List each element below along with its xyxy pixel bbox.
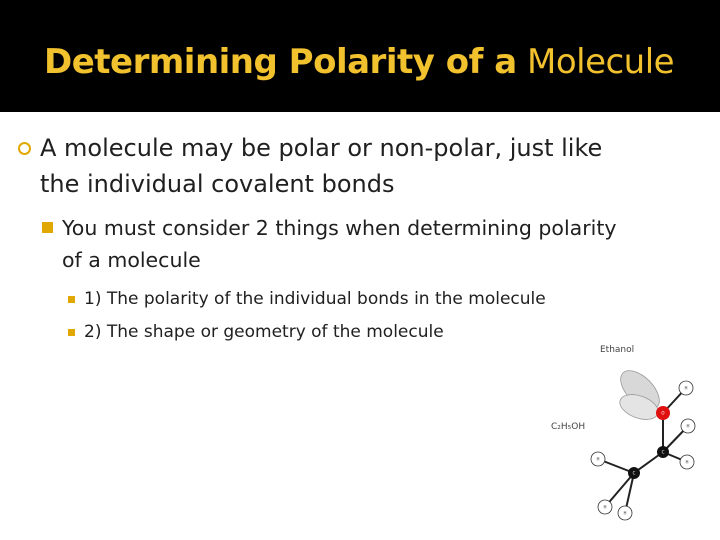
svg-text:H: H (686, 423, 690, 429)
title-bar (0, 0, 720, 112)
bullet-level1 (40, 130, 640, 202)
svg-text:C: C (632, 470, 636, 476)
bullet-level2-text: You must consider 2 things when determining polarity of a molecule (62, 216, 617, 272)
small-square-bullet-icon (68, 329, 75, 336)
svg-text:H: H (623, 510, 627, 516)
slide-title (44, 40, 674, 84)
slide-title-bold: Determining Polarity of a (44, 42, 517, 82)
ethanol-molecule-diagram (545, 330, 720, 540)
svg-text:C: C (661, 449, 665, 455)
molecule-formula: C₂H₅OH (551, 422, 586, 432)
small-square-bullet-icon (68, 296, 75, 303)
bullet-level1-text: A molecule may be polar or non-polar, just like the individual covalent bonds (40, 134, 603, 198)
svg-text:H: H (684, 385, 688, 391)
sub-bullet-shape (84, 320, 444, 344)
bullet-level2 (62, 212, 622, 276)
sub-bullet-text: 2) The shape or geometry of the molecule (84, 322, 444, 342)
svg-text:H: H (603, 504, 607, 510)
sub-bullet-bond-polarity (84, 287, 546, 311)
circle-bullet-icon (18, 142, 31, 155)
svg-text:O: O (661, 410, 665, 416)
svg-text:H: H (596, 456, 600, 462)
svg-text:H: H (685, 459, 689, 465)
sub-bullet-text: 1) The polarity of the individual bonds in the molecule (84, 289, 546, 309)
square-bullet-icon (42, 222, 53, 233)
slide-title-rest: Molecule (516, 42, 675, 82)
molecule-title: Ethanol (600, 345, 635, 355)
